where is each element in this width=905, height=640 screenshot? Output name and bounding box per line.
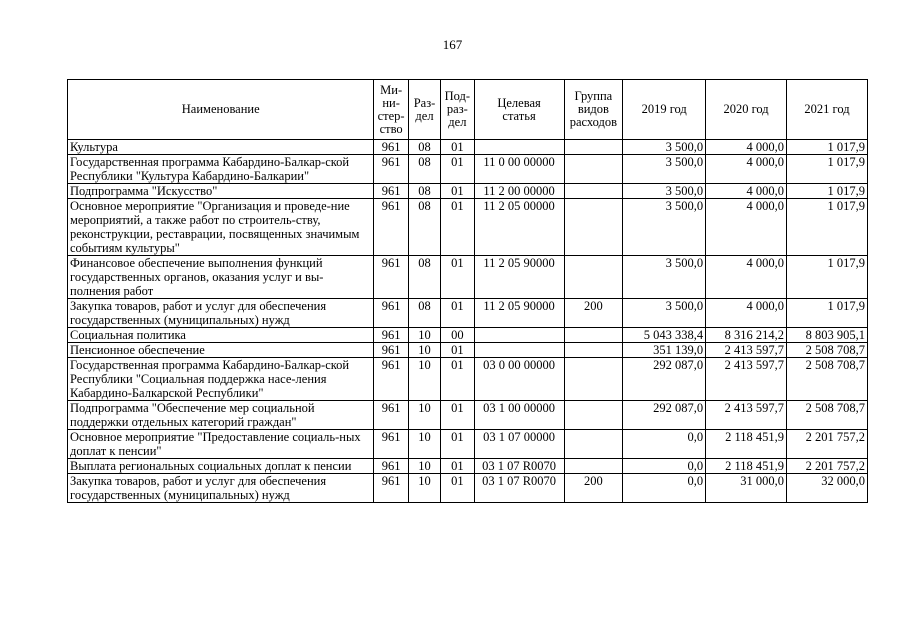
row-name: Закупка товаров, работ и услуг для обеспечения государственных (муниципальных) нужд (68, 299, 374, 328)
row-target: 03 0 00 00000 (474, 358, 564, 401)
row-2020: 4 000,0 (706, 256, 787, 299)
row-2020: 2 118 451,9 (706, 459, 787, 474)
row-name: Подпрограмма "Искусство" (68, 184, 374, 199)
row-2021: 2 508 708,7 (787, 343, 868, 358)
row-target (474, 140, 564, 155)
row-target: 11 2 05 00000 (474, 199, 564, 256)
row-section: 10 (408, 459, 440, 474)
row-2020: 2 413 597,7 (706, 358, 787, 401)
row-2019: 5 043 338,4 (623, 328, 706, 343)
row-subsection: 01 (441, 459, 474, 474)
row-2021: 32 000,0 (787, 474, 868, 503)
row-name: Выплата региональных социальных доплат к пенсии (68, 459, 374, 474)
row-2019: 292 087,0 (623, 401, 706, 430)
row-subsection: 01 (441, 155, 474, 184)
row-section: 10 (408, 474, 440, 503)
row-group (564, 199, 623, 256)
row-target (474, 343, 564, 358)
row-subsection: 01 (441, 430, 474, 459)
header-ministry: Ми- ни- стер- ство (374, 80, 408, 140)
row-section: 08 (408, 184, 440, 199)
row-2020: 8 316 214,2 (706, 328, 787, 343)
row-ministry: 961 (374, 401, 408, 430)
row-section: 08 (408, 256, 440, 299)
row-subsection: 01 (441, 256, 474, 299)
row-2020: 4 000,0 (706, 140, 787, 155)
row-target: 03 1 07 R0070 (474, 474, 564, 503)
row-group (564, 155, 623, 184)
row-subsection: 00 (441, 328, 474, 343)
row-subsection: 01 (441, 184, 474, 199)
budget-table (67, 79, 868, 503)
page-number: 167 (442, 37, 463, 52)
row-group (564, 328, 623, 343)
row-subsection: 01 (441, 299, 474, 328)
table-row (68, 155, 868, 184)
row-2019: 3 500,0 (623, 199, 706, 256)
row-group (564, 140, 623, 155)
row-2019: 3 500,0 (623, 256, 706, 299)
row-subsection: 01 (441, 474, 474, 503)
row-2019: 0,0 (623, 474, 706, 503)
row-2021: 2 201 757,2 (787, 430, 868, 459)
row-2020: 2 413 597,7 (706, 343, 787, 358)
row-ministry: 961 (374, 343, 408, 358)
row-section: 08 (408, 140, 440, 155)
header-name: Наименование (68, 80, 374, 140)
row-2020: 2 118 451,9 (706, 430, 787, 459)
row-ministry: 961 (374, 459, 408, 474)
row-name: Культура (68, 140, 374, 155)
row-target: 03 1 00 00000 (474, 401, 564, 430)
row-ministry: 961 (374, 256, 408, 299)
table-row (68, 184, 868, 199)
row-2020: 4 000,0 (706, 299, 787, 328)
row-target: 11 0 00 00000 (474, 155, 564, 184)
row-section: 10 (408, 401, 440, 430)
table-row (68, 299, 868, 328)
row-subsection: 01 (441, 343, 474, 358)
row-name: Финансовое обеспечение выполнения функций государственных органов, оказания услуг и вы-полнения работ (68, 256, 374, 299)
row-section: 10 (408, 328, 440, 343)
row-group (564, 184, 623, 199)
row-group (564, 343, 623, 358)
row-2020: 4 000,0 (706, 155, 787, 184)
row-2020: 4 000,0 (706, 199, 787, 256)
table-row (68, 474, 868, 503)
row-ministry: 961 (374, 328, 408, 343)
row-ministry: 961 (374, 299, 408, 328)
row-target: 11 2 05 90000 (474, 299, 564, 328)
row-ministry: 961 (374, 155, 408, 184)
row-ministry: 961 (374, 474, 408, 503)
row-2021: 1 017,9 (787, 184, 868, 199)
row-2021: 1 017,9 (787, 155, 868, 184)
table-row (68, 358, 868, 401)
row-subsection: 01 (441, 140, 474, 155)
header-target: Целевая статья (474, 80, 564, 140)
row-2021: 1 017,9 (787, 299, 868, 328)
row-2021: 1 017,9 (787, 199, 868, 256)
row-section: 08 (408, 199, 440, 256)
row-group (564, 459, 623, 474)
row-2019: 3 500,0 (623, 299, 706, 328)
row-target: 03 1 07 00000 (474, 430, 564, 459)
header-2019: 2019 год (623, 80, 706, 140)
row-target (474, 328, 564, 343)
row-group (564, 256, 623, 299)
row-ministry: 961 (374, 430, 408, 459)
table-row (68, 459, 868, 474)
row-subsection: 01 (441, 358, 474, 401)
row-ministry: 961 (374, 358, 408, 401)
row-2021: 2 508 708,7 (787, 401, 868, 430)
row-group (564, 401, 623, 430)
row-2019: 0,0 (623, 459, 706, 474)
table-row (68, 343, 868, 358)
row-2021: 8 803 905,1 (787, 328, 868, 343)
header-2021: 2021 год (787, 80, 868, 140)
row-name: Подпрограмма "Обеспечение мер социальной поддержки отдельных категорий граждан" (68, 401, 374, 430)
table-row (68, 328, 868, 343)
row-target: 11 2 00 00000 (474, 184, 564, 199)
row-name: Социальная политика (68, 328, 374, 343)
row-subsection: 01 (441, 199, 474, 256)
header-2020: 2020 год (706, 80, 787, 140)
row-name: Основное мероприятие "Организация и проведе-ние мероприятий, а также работ по строитель-ству, реконструкции, реставрации, посвященных значимым событиям культуры" (68, 199, 374, 256)
row-section: 08 (408, 155, 440, 184)
row-2021: 2 201 757,2 (787, 459, 868, 474)
row-name: Закупка товаров, работ и услуг для обеспечения государственных (муниципальных) нужд (68, 474, 374, 503)
row-2020: 2 413 597,7 (706, 401, 787, 430)
table-row (68, 140, 868, 155)
row-section: 10 (408, 343, 440, 358)
row-2019: 3 500,0 (623, 184, 706, 199)
row-target: 03 1 07 R0070 (474, 459, 564, 474)
row-group (564, 358, 623, 401)
row-target: 11 2 05 90000 (474, 256, 564, 299)
row-subsection: 01 (441, 401, 474, 430)
table-header-row (68, 80, 868, 140)
row-2020: 31 000,0 (706, 474, 787, 503)
row-section: 10 (408, 430, 440, 459)
row-name: Пенсионное обеспечение (68, 343, 374, 358)
row-ministry: 961 (374, 184, 408, 199)
row-ministry: 961 (374, 140, 408, 155)
row-2019: 0,0 (623, 430, 706, 459)
row-group: 200 (564, 299, 623, 328)
row-section: 10 (408, 358, 440, 401)
row-ministry: 961 (374, 199, 408, 256)
row-2021: 1 017,9 (787, 256, 868, 299)
row-2021: 1 017,9 (787, 140, 868, 155)
row-2021: 2 508 708,7 (787, 358, 868, 401)
table-row (68, 401, 868, 430)
row-group (564, 430, 623, 459)
row-2019: 3 500,0 (623, 155, 706, 184)
header-group: Группа видов расходов (564, 80, 623, 140)
row-section: 08 (408, 299, 440, 328)
row-name: Государственная программа Кабардино-Балкар-ской Республики "Культура Кабардино-Балкарии" (68, 155, 374, 184)
row-group: 200 (564, 474, 623, 503)
row-2020: 4 000,0 (706, 184, 787, 199)
header-section: Раз- дел (408, 80, 440, 140)
row-2019: 292 087,0 (623, 358, 706, 401)
row-2019: 351 139,0 (623, 343, 706, 358)
header-subsection: Под- раз- дел (441, 80, 474, 140)
row-name: Основное мероприятие "Предоставление социаль-ных доплат к пенсии" (68, 430, 374, 459)
table-row (68, 256, 868, 299)
table-row (68, 430, 868, 459)
row-name: Государственная программа Кабардино-Балкар-ской Республики "Социальная поддержка насе-ления Кабардино-Балкарской Республики" (68, 358, 374, 401)
table-row (68, 199, 868, 256)
row-2019: 3 500,0 (623, 140, 706, 155)
